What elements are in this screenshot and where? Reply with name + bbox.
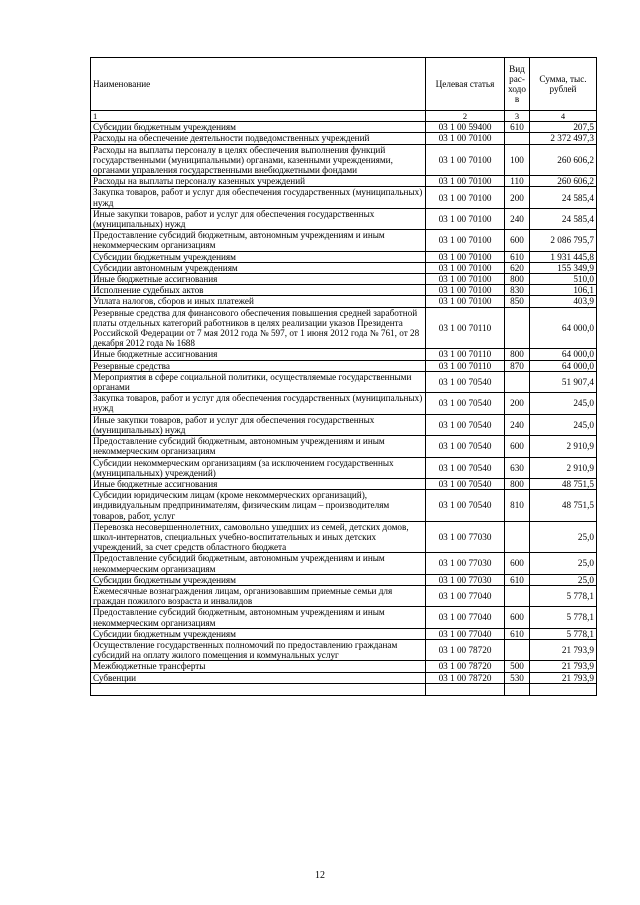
row-name-cell: Расходы на обеспечение деятельности подведомственных учреждений bbox=[91, 133, 426, 144]
budget-table-page bbox=[90, 57, 594, 696]
row-sum-cell: 403,9 bbox=[530, 296, 597, 307]
table-row bbox=[91, 585, 597, 606]
row-type-cell: 610 bbox=[505, 251, 530, 262]
table-row bbox=[91, 360, 597, 371]
table-row bbox=[91, 371, 597, 392]
row-article-cell: 03 1 00 70110 bbox=[426, 349, 505, 360]
row-sum-cell: 2 910,9 bbox=[530, 436, 597, 457]
empty-row bbox=[91, 683, 597, 695]
row-name-cell: Предоставление субсидий бюджетным, автономным учреждениям и иным некоммерческим организациям bbox=[91, 230, 426, 251]
empty-cell bbox=[91, 683, 426, 695]
row-name-cell: Перевозка несовершеннолетних, самовольно ушедших из семей, детских домов, школ-интернатов, специальных учебно-воспитательных и иных детских учреждений, за счет средств областного бюджета bbox=[91, 521, 426, 553]
row-sum-cell: 260 606,2 bbox=[530, 144, 597, 176]
row-sum-cell: 106,1 bbox=[530, 285, 597, 296]
index-row bbox=[91, 111, 597, 122]
header-article: Целевая статья bbox=[426, 58, 505, 111]
row-article-cell: 03 1 00 70540 bbox=[426, 490, 505, 522]
row-name-cell: Субсидии бюджетным учреждениям bbox=[91, 122, 426, 133]
table-row bbox=[91, 285, 597, 296]
row-name-cell: Субсидии автономным учреждениям bbox=[91, 262, 426, 273]
row-article-cell: 03 1 00 70540 bbox=[426, 393, 505, 414]
row-article-cell: 03 1 00 70540 bbox=[426, 457, 505, 478]
row-sum-cell: 5 778,1 bbox=[530, 628, 597, 639]
table-row bbox=[91, 478, 597, 489]
row-article-cell: 03 1 00 70540 bbox=[426, 436, 505, 457]
row-name-cell: Субсидии бюджетным учреждениям bbox=[91, 574, 426, 585]
table-row bbox=[91, 553, 597, 574]
row-sum-cell: 260 606,2 bbox=[530, 176, 597, 187]
table-row bbox=[91, 436, 597, 457]
row-name-cell: Межбюджетные трансферты bbox=[91, 661, 426, 672]
row-sum-cell: 245,0 bbox=[530, 414, 597, 435]
table-row bbox=[91, 574, 597, 585]
table-row bbox=[91, 262, 597, 273]
table-row bbox=[91, 414, 597, 435]
empty-cell bbox=[505, 683, 530, 695]
page-number: 12 bbox=[315, 870, 325, 881]
row-type-cell: 110 bbox=[505, 176, 530, 187]
row-sum-cell: 51 907,4 bbox=[530, 371, 597, 392]
row-type-cell: 100 bbox=[505, 144, 530, 176]
row-type-cell: 600 bbox=[505, 607, 530, 628]
row-name-cell: Ежемесячные вознаграждения лицам, организовавшим приемные семьи для граждан пожилого возраста и инвалидов bbox=[91, 585, 426, 606]
row-article-cell: 03 1 00 70100 bbox=[426, 274, 505, 285]
row-sum-cell: 5 778,1 bbox=[530, 607, 597, 628]
table-row bbox=[91, 307, 597, 349]
row-sum-cell: 48 751,5 bbox=[530, 478, 597, 489]
row-name-cell: Субсидии некоммерческим организациям (за исключением государственных (муниципальных) учреждений) bbox=[91, 457, 426, 478]
table-row bbox=[91, 393, 597, 414]
row-sum-cell: 64 000,0 bbox=[530, 349, 597, 360]
row-sum-cell: 25,0 bbox=[530, 521, 597, 553]
row-name-cell: Резервные средства bbox=[91, 360, 426, 371]
row-article-cell: 03 1 00 70100 bbox=[426, 285, 505, 296]
row-article-cell: 03 1 00 70100 bbox=[426, 230, 505, 251]
row-type-cell: 500 bbox=[505, 661, 530, 672]
table-row bbox=[91, 144, 597, 176]
row-type-cell: 810 bbox=[505, 490, 530, 522]
row-name-cell: Предоставление субсидий бюджетным, автономным учреждениям и иным некоммерческим организациям bbox=[91, 553, 426, 574]
row-sum-cell: 48 751,5 bbox=[530, 490, 597, 522]
row-name-cell: Предоставление субсидий бюджетным, автономным учреждениям и иным некоммерческим организациям bbox=[91, 607, 426, 628]
row-type-cell: 610 bbox=[505, 628, 530, 639]
table-row bbox=[91, 490, 597, 522]
row-sum-cell: 2 372 497,3 bbox=[530, 133, 597, 144]
row-type-cell: 200 bbox=[505, 393, 530, 414]
row-article-cell: 03 1 00 78720 bbox=[426, 639, 505, 660]
row-type-cell: 630 bbox=[505, 457, 530, 478]
row-article-cell: 03 1 00 77030 bbox=[426, 574, 505, 585]
row-name-cell: Осуществление государственных полномочий по предоставлению гражданам субсидий на оплату жилого помещения и коммунальных услуг bbox=[91, 639, 426, 660]
row-name-cell: Субсидии бюджетным учреждениям bbox=[91, 628, 426, 639]
table-body bbox=[91, 122, 597, 684]
row-article-cell: 03 1 00 59400 bbox=[426, 122, 505, 133]
table-row bbox=[91, 187, 597, 208]
row-article-cell: 03 1 00 70540 bbox=[426, 414, 505, 435]
row-article-cell: 03 1 00 70100 bbox=[426, 208, 505, 229]
row-name-cell: Уплата налогов, сборов и иных платежей bbox=[91, 296, 426, 307]
table-row bbox=[91, 230, 597, 251]
row-sum-cell: 155 349,9 bbox=[530, 262, 597, 273]
row-article-cell: 03 1 00 70110 bbox=[426, 360, 505, 371]
row-article-cell: 03 1 00 77030 bbox=[426, 553, 505, 574]
row-name-cell: Исполнение судебных актов bbox=[91, 285, 426, 296]
row-sum-cell: 245,0 bbox=[530, 393, 597, 414]
empty-cell bbox=[530, 683, 597, 695]
row-article-cell: 03 1 00 77030 bbox=[426, 521, 505, 553]
row-article-cell: 03 1 00 70540 bbox=[426, 371, 505, 392]
row-sum-cell: 207,5 bbox=[530, 122, 597, 133]
row-sum-cell: 24 585,4 bbox=[530, 187, 597, 208]
row-type-cell: 620 bbox=[505, 262, 530, 273]
row-sum-cell: 5 778,1 bbox=[530, 585, 597, 606]
empty-cell bbox=[426, 683, 505, 695]
row-sum-cell: 25,0 bbox=[530, 574, 597, 585]
row-type-cell bbox=[505, 307, 530, 349]
row-sum-cell: 2 910,9 bbox=[530, 457, 597, 478]
row-type-cell bbox=[505, 133, 530, 144]
table-row bbox=[91, 296, 597, 307]
header-expense-type: Вид рас-ходов bbox=[505, 58, 530, 111]
row-name-cell: Иные закупки товаров, работ и услуг для обеспечения государственных (муниципальных) нужд bbox=[91, 208, 426, 229]
row-type-cell: 800 bbox=[505, 478, 530, 489]
row-name-cell: Закупка товаров, работ и услуг для обеспечения государственных (муниципальных) нужд bbox=[91, 187, 426, 208]
row-name-cell: Расходы на выплаты персоналу казенных учреждений bbox=[91, 176, 426, 187]
row-sum-cell: 64 000,0 bbox=[530, 360, 597, 371]
row-article-cell: 03 1 00 70100 bbox=[426, 251, 505, 262]
row-article-cell: 03 1 00 78720 bbox=[426, 672, 505, 683]
row-sum-cell: 25,0 bbox=[530, 553, 597, 574]
row-name-cell: Мероприятия в сфере социальной политики, осуществляемые государственными органами bbox=[91, 371, 426, 392]
row-name-cell: Закупка товаров, работ и услуг для обеспечения государственных (муниципальных) нужд bbox=[91, 393, 426, 414]
row-name-cell: Предоставление субсидий бюджетным, автономным учреждениям и иным некоммерческим организациям bbox=[91, 436, 426, 457]
row-article-cell: 03 1 00 77040 bbox=[426, 585, 505, 606]
row-name-cell: Иные бюджетные ассигнования bbox=[91, 274, 426, 285]
row-name-cell: Резервные средства для финансового обеспечения повышения средней заработной платы отдельных категорий работников в целях реализации указов Президента Российской Федерации от 7 мая 2012 года № 597, от 1 июня 2012 года № 761, от 28 декабря 2012 года № 1688 bbox=[91, 307, 426, 349]
row-type-cell: 200 bbox=[505, 187, 530, 208]
row-sum-cell: 2 086 795,7 bbox=[530, 230, 597, 251]
table-row bbox=[91, 639, 597, 660]
header-row bbox=[91, 58, 597, 111]
row-sum-cell: 21 793,9 bbox=[530, 672, 597, 683]
row-sum-cell: 64 000,0 bbox=[530, 307, 597, 349]
table-row bbox=[91, 628, 597, 639]
row-name-cell: Иные бюджетные ассигнования bbox=[91, 478, 426, 489]
index-cell: 3 bbox=[505, 111, 530, 122]
row-type-cell bbox=[505, 371, 530, 392]
row-name-cell: Субвенции bbox=[91, 672, 426, 683]
row-type-cell: 870 bbox=[505, 360, 530, 371]
table-row bbox=[91, 133, 597, 144]
table-row bbox=[91, 661, 597, 672]
row-type-cell: 240 bbox=[505, 208, 530, 229]
row-name-cell: Иные бюджетные ассигнования bbox=[91, 349, 426, 360]
row-name-cell: Расходы на выплаты персоналу в целях обеспечения выполнения функций государственными (муниципальными) органами, казенными учреждениями, органами управления государственными внебюджетными фондами bbox=[91, 144, 426, 176]
table-row bbox=[91, 607, 597, 628]
row-type-cell: 800 bbox=[505, 349, 530, 360]
row-type-cell: 610 bbox=[505, 574, 530, 585]
row-name-cell: Субсидии бюджетным учреждениям bbox=[91, 251, 426, 262]
index-cell: 4 bbox=[530, 111, 597, 122]
row-article-cell: 03 1 00 77040 bbox=[426, 607, 505, 628]
row-type-cell: 240 bbox=[505, 414, 530, 435]
row-type-cell: 800 bbox=[505, 274, 530, 285]
row-type-cell: 830 bbox=[505, 285, 530, 296]
row-type-cell bbox=[505, 639, 530, 660]
header-name: Наименование bbox=[91, 58, 426, 111]
table-row bbox=[91, 457, 597, 478]
table-row bbox=[91, 521, 597, 553]
row-type-cell: 600 bbox=[505, 553, 530, 574]
table-row bbox=[91, 122, 597, 133]
row-sum-cell: 1 931 445,8 bbox=[530, 251, 597, 262]
row-sum-cell: 24 585,4 bbox=[530, 208, 597, 229]
row-name-cell: Субсидии юридическим лицам (кроме некоммерческих организаций), индивидуальным предпринимателям, физическим лицам – производителям товаров, работ, услуг bbox=[91, 490, 426, 522]
row-type-cell: 610 bbox=[505, 122, 530, 133]
row-name-cell: Иные закупки товаров, работ и услуг для обеспечения государственных (муниципальных) нужд bbox=[91, 414, 426, 435]
row-article-cell: 03 1 00 70100 bbox=[426, 296, 505, 307]
row-article-cell: 03 1 00 70100 bbox=[426, 133, 505, 144]
row-type-cell: 530 bbox=[505, 672, 530, 683]
index-cell: 1 bbox=[91, 111, 426, 122]
row-article-cell: 03 1 00 77040 bbox=[426, 628, 505, 639]
table-row bbox=[91, 208, 597, 229]
row-type-cell bbox=[505, 585, 530, 606]
row-type-cell: 600 bbox=[505, 230, 530, 251]
budget-table bbox=[90, 57, 597, 696]
row-article-cell: 03 1 00 70100 bbox=[426, 144, 505, 176]
row-article-cell: 03 1 00 78720 bbox=[426, 661, 505, 672]
row-type-cell: 600 bbox=[505, 436, 530, 457]
index-cell: 2 bbox=[426, 111, 505, 122]
table-row bbox=[91, 672, 597, 683]
table-row bbox=[91, 251, 597, 262]
row-article-cell: 03 1 00 70100 bbox=[426, 176, 505, 187]
row-sum-cell: 21 793,9 bbox=[530, 661, 597, 672]
row-sum-cell: 21 793,9 bbox=[530, 639, 597, 660]
row-article-cell: 03 1 00 70100 bbox=[426, 262, 505, 273]
table-row bbox=[91, 349, 597, 360]
row-type-cell: 850 bbox=[505, 296, 530, 307]
table-row bbox=[91, 176, 597, 187]
row-sum-cell: 510,0 bbox=[530, 274, 597, 285]
row-article-cell: 03 1 00 70110 bbox=[426, 307, 505, 349]
row-article-cell: 03 1 00 70100 bbox=[426, 187, 505, 208]
row-type-cell bbox=[505, 521, 530, 553]
row-article-cell: 03 1 00 70540 bbox=[426, 478, 505, 489]
table-row bbox=[91, 274, 597, 285]
header-sum: Сумма, тыс. рублей bbox=[530, 58, 597, 111]
